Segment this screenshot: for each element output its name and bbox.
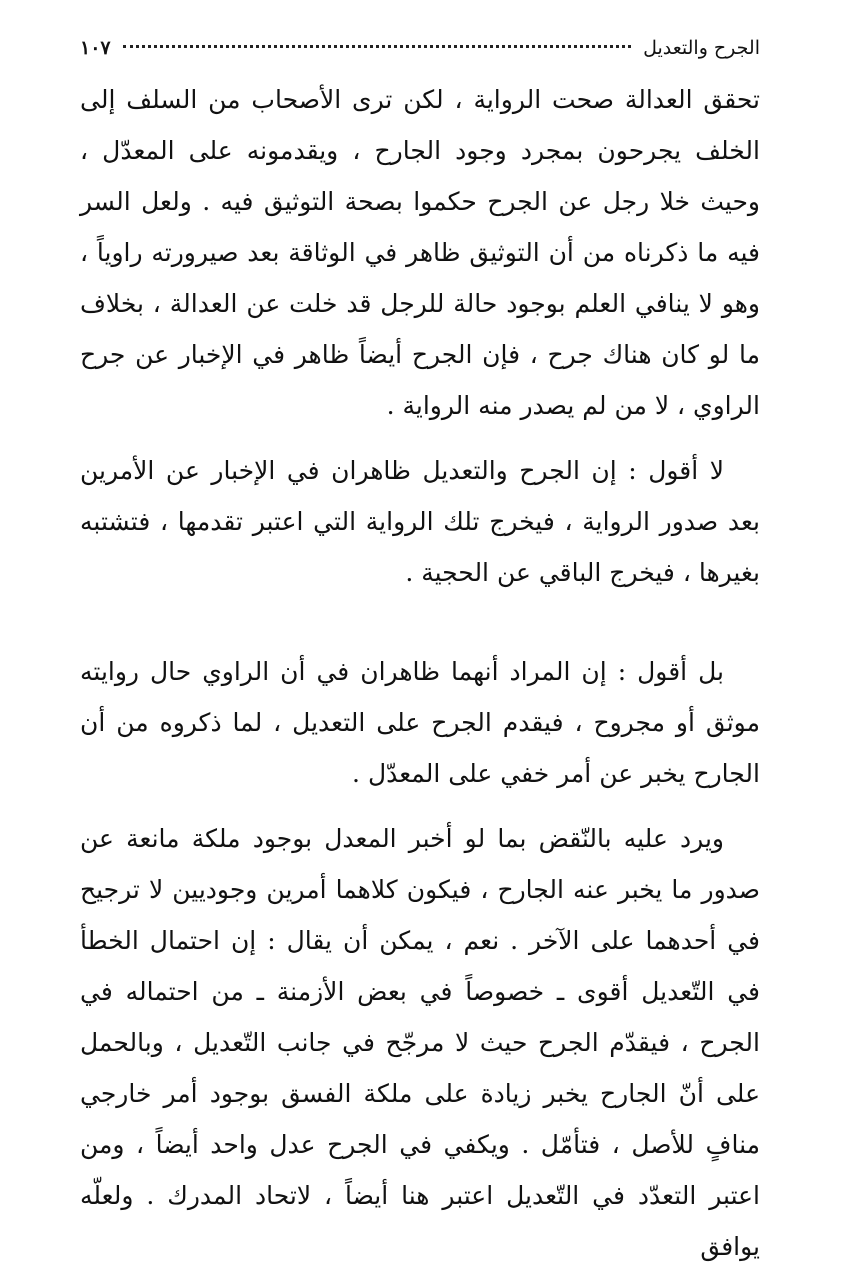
running-header bbox=[80, 34, 760, 74]
paragraph-spacer bbox=[80, 598, 760, 646]
paragraph-4: ويرد عليه بالنّقض بما لو أخبر المعدل بوجود ملكة مانعة عن صدور ما يخبر عنه الجارح ، فيكون كلاهما أمرين وجوديين لا ترجيح في أحدهما على الآخر . نعم ، يمكن أن يقال : إن احتمال الخطأ في التّعديل أقوى ـ خصوصاً في بعض الأزمنة ـ من احتماله في الجرح ، فيقدّم الجرح حيث لا مرجّح في جانب التّعديل ، وبالحمل على أنّ الجارح يخبر زيادة على ملكة الفسق بوجود أمر خارجي منافٍ للأصل ، فتأمّل . ويكفي في الجرح عدل واحد أيضاً ، ومن اعتبر التعدّد في التّعديل اعتبر هنا أيضاً ، لاتحاد المدرك . ولعلّه يوافق bbox=[80, 824, 760, 1261]
paragraph-3: بل أقول : إن المراد أنهما ظاهران في أن الراوي حال روايته موثق أو مجروح ، فيقدم الجرح على التعديل ، لما ذكروه من أن الجارح يخبر عن أمر خفي على المعدّل . bbox=[80, 657, 760, 788]
paragraph-spacer bbox=[80, 431, 760, 445]
page-number: ١٠٧ bbox=[80, 37, 111, 59]
paragraph-spacer bbox=[80, 799, 760, 813]
paragraph-1: تحقق العدالة صحت الرواية ، لكن ترى الأصحاب من السلف إلى الخلف يجرحون بمجرد وجود الجارح ، ويقدمونه على المعدّل ، وحيث خلا رجل عن الجرح حكموا بصحة التوثيق فيه . ولعل السر فيه ما ذكرناه من أن التوثيق ظاهر في الوثاقة بعد صيرورته راوياً ، وهو لا ينافي العلم بوجود حالة للرجل قد خلت عن العدالة ، بخلاف ما لو كان هناك جرح ، فإن الجرح أيضاً ظاهر في الإخبار عن جرح الراوي ، لا من لم يصدر منه الرواية . bbox=[80, 85, 760, 420]
paragraph-2: لا أقول : إن الجرح والتعديل ظاهران في الإخبار عن الأمرين بعد صدور الرواية ، فيخرج تلك الرواية التي اعتبر تقدمها ، فتشتبه بغيرها ، فيخرج الباقي عن الحجية . bbox=[80, 456, 760, 587]
dotted-leader bbox=[123, 45, 631, 48]
running-title: الجرح والتعديل bbox=[643, 37, 760, 59]
